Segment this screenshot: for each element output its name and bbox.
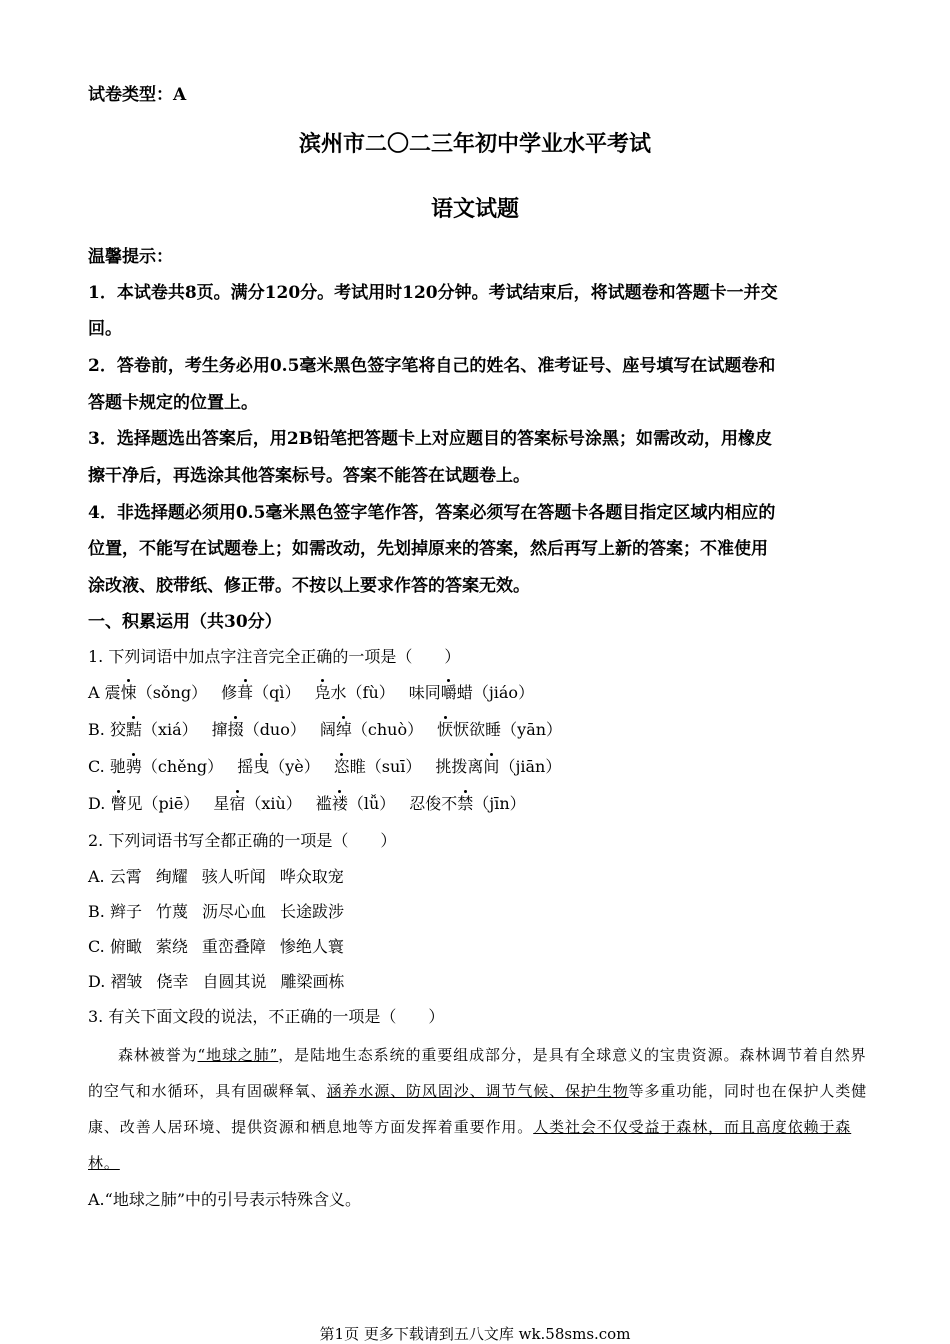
tip-line: 擦干净后，再选涂其他答案标号。答案不能答在试题卷上。 xyxy=(88,466,530,486)
question-1-option-d: D. 瞥见（piē） 星宿（xiù） 褴褛（lǚ） 忍俊不禁（jīn） xyxy=(88,794,526,813)
tip-line: 答题卡规定的位置上。 xyxy=(88,393,258,413)
tip-line: 1．本试卷共8页。满分120分。考试用时120分钟。考试结束后，将试题卷和答题卡一并交 xyxy=(88,283,778,303)
question-2-stem: 2. 下列词语书写全都正确的一项是（ ） xyxy=(88,831,397,850)
page-footer: 第1页 更多下载请到五八文库 wk.58sms.com xyxy=(319,1325,631,1343)
paper-type: 试卷类型：A xyxy=(88,85,187,105)
tip-line: 回。 xyxy=(88,319,122,339)
question-2-option-c: C. 俯瞰 萦绕 重峦叠障 惨绝人寰 xyxy=(88,937,344,956)
question-3-option-a: A.“地球之肺”中的引号表示特殊含义。 xyxy=(88,1190,362,1209)
tips-heading: 温馨提示： xyxy=(88,247,173,267)
section-heading: 一、积累运用（共30分） xyxy=(88,612,282,632)
tip-line: 4．非选择题必须用0.5毫米黑色签字笔作答，答案必须写在答题卡各题目指定区域内相应的 xyxy=(88,503,776,523)
question-1-option-c: C. 驰骋（chěng） 摇曳（yè） 恣睢（suī） 挑拨离间（jiān） xyxy=(88,757,562,776)
question-3-passage: 森林被誉为“地球之肺”，是陆地生态系统的重要组成部分，是具有全球意义的宝贵资源。森林调节着自然界的空气和水循环，具有固碳释氧、涵养水源、防风固沙、调节气候、保护生物等多重功能，同时也在保护人类健康、改善人居环境、提供资源和栖息地等方面发挥着重要作用。人类社会不仅受益于森林，而且高度依赖于森林。 xyxy=(88,1046,868,1172)
exam-subtitle: 语文试题 xyxy=(430,196,519,222)
exam-title: 滨州市二〇二三年初中学业水平考试 xyxy=(298,131,651,157)
question-1-stem: 1. 下列词语中加点字注音完全正确的一项是（ ） xyxy=(88,647,461,666)
tip-line: 位置，不能写在试题卷上；如需改动，先划掉原来的答案，然后再写上新的答案；不准使用 xyxy=(88,539,768,559)
question-1-option-b: B. 狡黠（xiá） 撺掇（duo） 阔绰（chuò） 恹恹欲睡（yān） xyxy=(88,720,563,739)
question-1-option-a: A 震悚（sǒng） 修葺（qì） 凫水（fù） 味同嚼蜡（jiáo） xyxy=(88,683,535,702)
question-2-option-d: D. 褶皱 侥幸 自圆其说 雕梁画栋 xyxy=(88,972,345,991)
question-2-option-b: B. 辫子 竹蔑 沥尽心血 长途跋涉 xyxy=(88,902,344,921)
question-2-option-a: A. 云霄 绚耀 骇人听闻 哗众取宠 xyxy=(88,867,344,886)
tip-line: 涂改液、胶带纸、修正带。不按以上要求作答的答案无效。 xyxy=(88,576,530,596)
tip-line: 3．选择题选出答案后，用2B铅笔把答题卡上对应题目的答案标号涂黑；如需改动，用橡皮 xyxy=(88,429,773,449)
question-3-stem: 3. 有关下面文段的说法，不正确的一项是（ ） xyxy=(88,1007,445,1026)
tip-line: 2．答卷前，考生务必用0.5毫米黑色签字笔将自己的姓名、准考证号、座号填写在试题卷和 xyxy=(88,356,776,376)
